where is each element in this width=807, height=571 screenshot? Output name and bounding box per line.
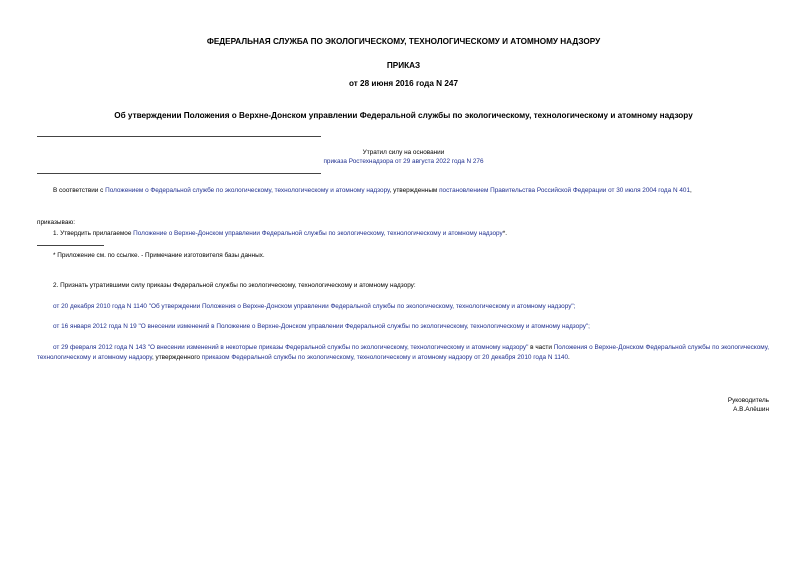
footnote-text: * Приложение см. по ссылке. - Примечание изготовителя базы данных. [53,252,265,259]
preamble-link-regulation[interactable]: Положением о Федеральной службе по экологическому, технологическому и атомному надзору [105,187,390,194]
preamble-middle: , утвержденным [389,187,440,194]
divider-note [37,173,321,174]
footnote-divider [37,245,104,246]
repealed-order-2012-feb-link[interactable]: от 29 февраля 2012 года N 143 "О внесении изменений в некоторые приказы Федеральной службы по экологическому, технологическому и атомному надзору" [53,344,529,351]
divider-top [37,136,321,137]
repealed-order-2012-jan[interactable]: от 16 января 2012 года N 19 "О внесении изменений в Положение о Верхне-Донском управлении Федеральной службы по экологическому, технологическому и атомному надзору"; [53,323,590,330]
item2-intro: 2. Признать утратившими силу приказы Федеральной службы по экологическому, технологическому и атомному надзору: [53,282,416,289]
preamble-paragraph [37,186,770,196]
signature-role: Руководитель [727,397,769,404]
order-c-order-link[interactable]: приказом Федеральной службы по экологическому, технологическому и атомному надзору от 20 декабря 2010 года N 1140 [201,354,569,361]
repealed-order-2012-feb-paragraph [37,343,770,363]
repealed-order-2010[interactable]: от 20 декабря 2010 года N 1140 "Об утверждении Положения о Верхне-Донском управлении Федеральной службы по экологическому, технологическому и атомному надзору"; [53,303,576,310]
order-c-regulation-link[interactable]: Положения о Верхне-Донском Федеральной службы по экологическому, технологическому и атомному надзору [37,344,770,361]
item1-link-regulation[interactable]: Положение о Верхне-Донском управлении Федеральной службы по экологическому, технологическому и атомному надзору [133,230,503,237]
preamble-link-decree[interactable]: постановлением Правительства Российской Федерации от 30 июля 2004 года N 401 [439,187,691,194]
date-number-heading: от 28 июня 2016 года N 247 [348,79,459,88]
preamble-suffix: , [690,187,692,194]
order-c-mid2: , утвержденного [151,354,202,361]
signature-name: А.В.Алёшин [733,406,769,413]
orders-word: приказываю: [37,219,75,226]
preamble-prefix: В соответствии с [53,187,106,194]
item1-suffix: *. [502,230,507,237]
item1-paragraph [53,229,507,238]
order-c-mid1: в части [528,344,554,351]
agency-heading: ФЕДЕРАЛЬНАЯ СЛУЖБА ПО ЭКОЛОГИЧЕСКОМУ, ТЕХНОЛОГИЧЕСКОМУ И АТОМНОМУ НАДЗОРУ [206,37,601,46]
document-title: Об утверждении Положения о Верхне-Донском управлении Федеральной службы по экологическому, технологическому и атомному надзору [114,111,693,120]
repeal-note-link[interactable]: приказа Ростехнадзора от 29 августа 2022 года N 276 [323,158,484,165]
item1-prefix: 1. Утвердить прилагаемое [53,230,134,237]
doc-type-heading: ПРИКАЗ [386,61,421,70]
order-c-suffix: . [568,354,570,361]
repeal-note-line1: Утратил силу на основании [362,149,445,156]
